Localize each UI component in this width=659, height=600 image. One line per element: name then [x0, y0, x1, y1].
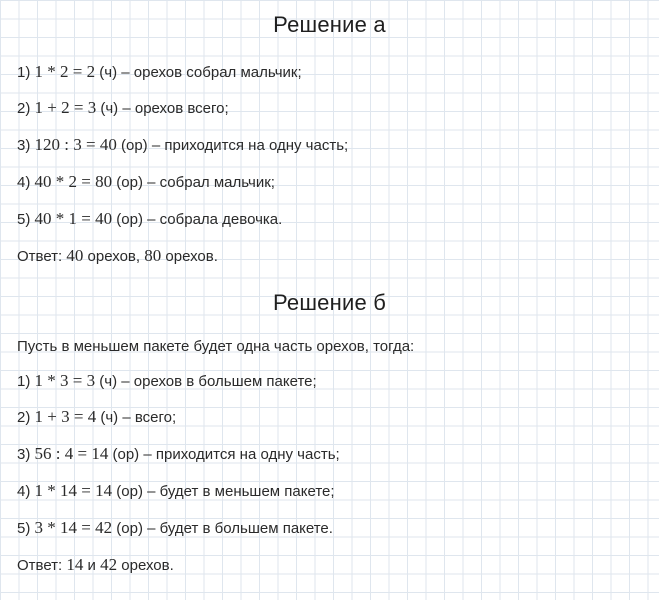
answer-text-1: и [83, 557, 101, 574]
step-index: 1) [17, 373, 31, 390]
section-a-answer [17, 246, 218, 266]
section-a-step-1 [17, 62, 302, 82]
section-b-step-3 [17, 444, 340, 464]
step-index: 5) [17, 520, 31, 537]
answer-text-2: орехов. [161, 248, 218, 265]
answer-number-1: 40 [66, 246, 84, 265]
step-index: 1) [17, 64, 31, 81]
step-text: (ор) – будет в меньшем пакете; [112, 483, 335, 500]
step-text: (ор) – собрал мальчик; [112, 174, 275, 191]
step-index: 3) [17, 446, 31, 463]
step-index: 3) [17, 137, 31, 154]
step-text: (ор) – собрала девочка. [112, 211, 283, 228]
step-text: (ч) – орехов всего; [96, 100, 229, 117]
step-expression: 1 + 2 = 3 [34, 98, 97, 117]
answer-label: Ответ: [17, 557, 67, 574]
step-expression: 1 * 14 = 14 [34, 481, 113, 500]
step-text: (ч) – орехов в большем пакете; [95, 373, 317, 390]
section-a-title: Решение а [273, 12, 386, 37]
section-a-step-3 [17, 135, 348, 155]
section-b-intro: Пусть в меньшем пакете будет одна часть орехов, тогда: [17, 338, 415, 355]
section-b-step-4 [17, 481, 335, 501]
step-expression: 3 * 14 = 42 [34, 518, 113, 537]
step-text: (ор) – приходится на одну часть; [116, 137, 349, 154]
answer-text-1: орехов, [83, 248, 145, 265]
section-a-step-4 [17, 172, 275, 192]
answer-number-1: 14 [66, 555, 84, 574]
step-expression: 56 : 4 = 14 [34, 444, 109, 463]
answer-text-2: орехов. [117, 557, 174, 574]
step-index: 5) [17, 211, 31, 228]
step-text: (ор) – приходится на одну часть; [108, 446, 340, 463]
answer-number-2: 42 [100, 555, 118, 574]
step-index: 4) [17, 174, 31, 191]
section-b-step-5 [17, 518, 333, 538]
step-index: 2) [17, 100, 31, 117]
section-b-answer [17, 555, 174, 575]
step-index: 2) [17, 409, 31, 426]
step-text: (ч) – всего; [96, 409, 177, 426]
step-text: (ч) – орехов собрал мальчик; [95, 64, 302, 81]
step-expression: 40 * 2 = 80 [34, 172, 113, 191]
step-expression: 1 + 3 = 4 [34, 407, 97, 426]
section-a-step-2 [17, 98, 229, 118]
answer-label: Ответ: [17, 248, 67, 265]
section-b-step-2 [17, 407, 176, 427]
step-expression: 40 * 1 = 40 [34, 209, 113, 228]
step-text: (ор) – будет в большем пакете. [112, 520, 333, 537]
step-expression: 120 : 3 = 40 [34, 135, 117, 154]
section-a-step-5 [17, 209, 282, 229]
section-b-title: Решение б [272, 290, 386, 315]
step-expression: 1 * 2 = 2 [34, 62, 96, 81]
section-b-step-1 [17, 371, 317, 391]
step-index: 4) [17, 483, 31, 500]
answer-number-2: 80 [144, 246, 162, 265]
step-expression: 1 * 3 = 3 [34, 371, 96, 390]
